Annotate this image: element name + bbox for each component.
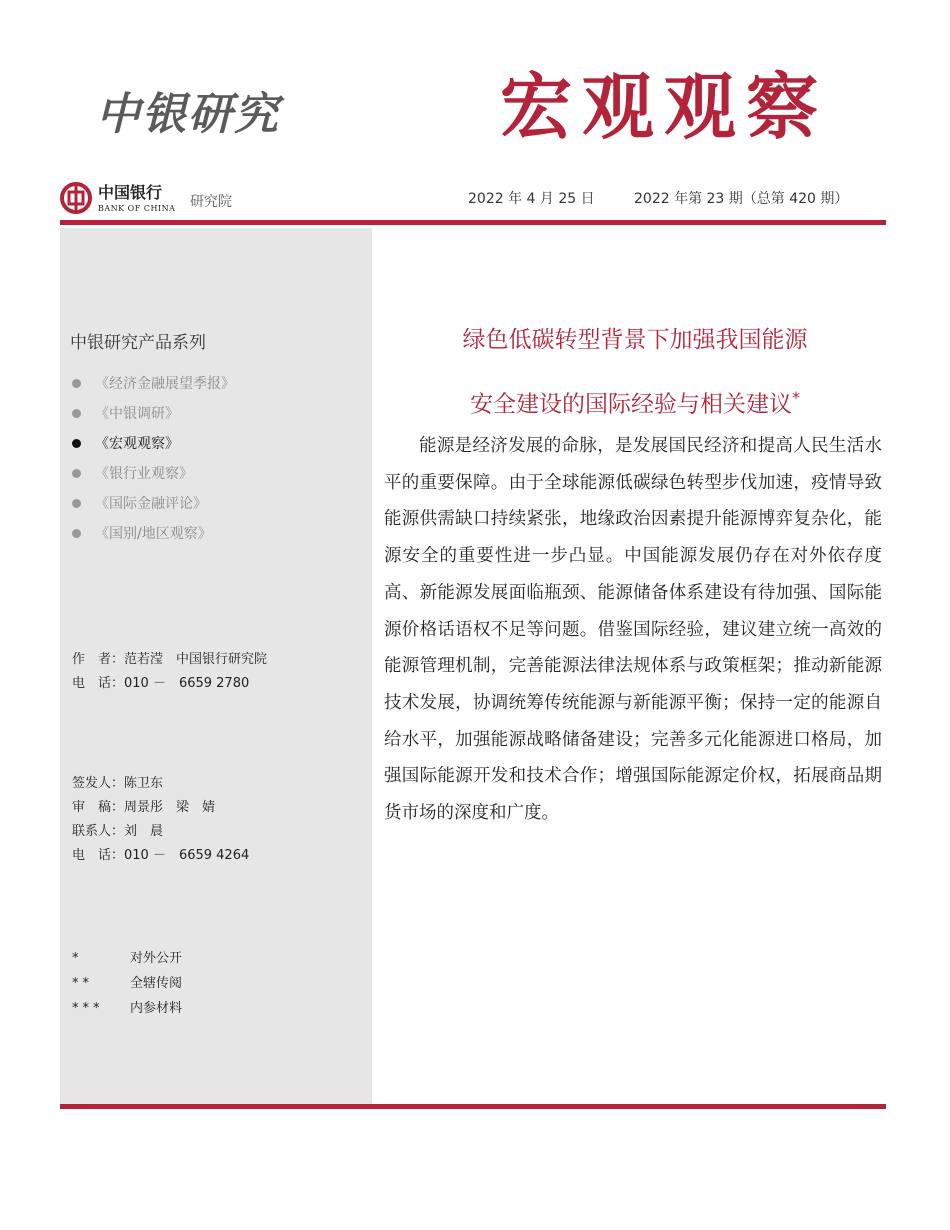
- top-divider: [60, 220, 886, 225]
- product-label: 《中银调研》: [95, 406, 179, 422]
- bank-of-china-logo-icon: [60, 182, 92, 214]
- article-title-text: 安全建设的国际经验与相关建议: [470, 391, 792, 418]
- bottom-divider: [60, 1104, 886, 1109]
- bullet-icon: [72, 409, 81, 418]
- contact-line: 联系人：刘 晨: [72, 824, 164, 839]
- product-item[interactable]: [72, 488, 235, 518]
- legend-label: 全辖传阅: [130, 976, 183, 991]
- bank-name-en: BANK OF CHINA: [98, 204, 176, 213]
- legend-stars: ***: [72, 1001, 104, 1016]
- institute-label: 研究院: [190, 194, 232, 210]
- article-title-line1: 绿色低碳转型背景下加强我国能源: [462, 327, 808, 353]
- reviewer-line: 审 稿：周景彤 梁 婧: [72, 800, 216, 815]
- footnote-mark: *: [792, 388, 800, 407]
- bullet-icon: [72, 379, 81, 388]
- product-item[interactable]: [72, 458, 235, 488]
- product-label: 《银行业观察》: [95, 466, 193, 482]
- issue-number: 2022 年第 23 期（总第 420 期）: [634, 191, 849, 207]
- legend-stars: *: [72, 951, 83, 966]
- legend-label: 内参材料: [130, 1001, 183, 1016]
- author-info: [72, 648, 267, 696]
- bank-name-cn: 中国银行: [98, 183, 163, 202]
- legend-row: [72, 971, 182, 996]
- legend-label: 对外公开: [130, 951, 183, 966]
- product-item[interactable]: [72, 398, 235, 428]
- series-title: 宏观观察: [500, 64, 829, 149]
- product-item-current[interactable]: [72, 428, 235, 458]
- product-item[interactable]: [72, 368, 235, 398]
- bullet-icon: [72, 499, 81, 508]
- products-heading: 中银研究产品系列: [70, 333, 206, 353]
- legend-row: [72, 946, 182, 971]
- bullet-icon: [72, 529, 81, 538]
- article-abstract: 能源是经济发展的命脉，是发展国民经济和提高人民生活水平的重要保障。由于全球能源低碳绿色转型步伐加速，疫情导致能源供需缺口持续紧张，地缘政治因素提升能源博弈复杂化，能源安全的重要性进一步凸显。中国能源发展仍存在对外依存度高、新能源发展面临瓶颈、能源储备体系建设有待加强、国际能源价格话语权不足等问题。借鉴国际经验，建议建立统一高效的能源管理机制，完善能源法律法规体系与政策框架；推动新能源技术发展，协调统筹传统能源与新能源平衡；保持一定的能源自给水平，加强能源战略储备建设；完善多元化能源进口格局，加强国际能源开发和技术合作；增强国际能源定价权，拓展商品期货市场的深度和广度。: [384, 436, 882, 824]
- contact-phone: 电 话：010 － 6659 4264: [72, 848, 250, 863]
- issuer-line: 签发人：陈卫东: [72, 776, 164, 791]
- product-label: 《国别/地区观察》: [95, 526, 212, 542]
- legend-stars: **: [72, 976, 93, 991]
- product-label: 《经济金融展望季报》: [95, 376, 235, 392]
- author-line: 作 者：范若滢 中国银行研究院: [72, 652, 268, 667]
- product-list: [72, 368, 235, 548]
- product-label: 《国际金融评论》: [95, 496, 207, 512]
- brand-calligraphy-logo: 中银研究: [96, 89, 280, 140]
- bullet-icon: [72, 439, 81, 448]
- legend-row: [72, 996, 182, 1021]
- author-phone: 电 话：010 － 6659 2780: [72, 676, 250, 691]
- sidebar: [60, 228, 372, 1104]
- bullet-icon: [72, 469, 81, 478]
- distribution-legend: [72, 946, 182, 1021]
- product-label: 《宏观观察》: [95, 436, 179, 452]
- contact-info: [72, 772, 249, 868]
- product-item[interactable]: [72, 518, 235, 548]
- article-title-line2: [384, 380, 886, 423]
- report-date: 2022 年 4 月 25 日: [468, 191, 595, 207]
